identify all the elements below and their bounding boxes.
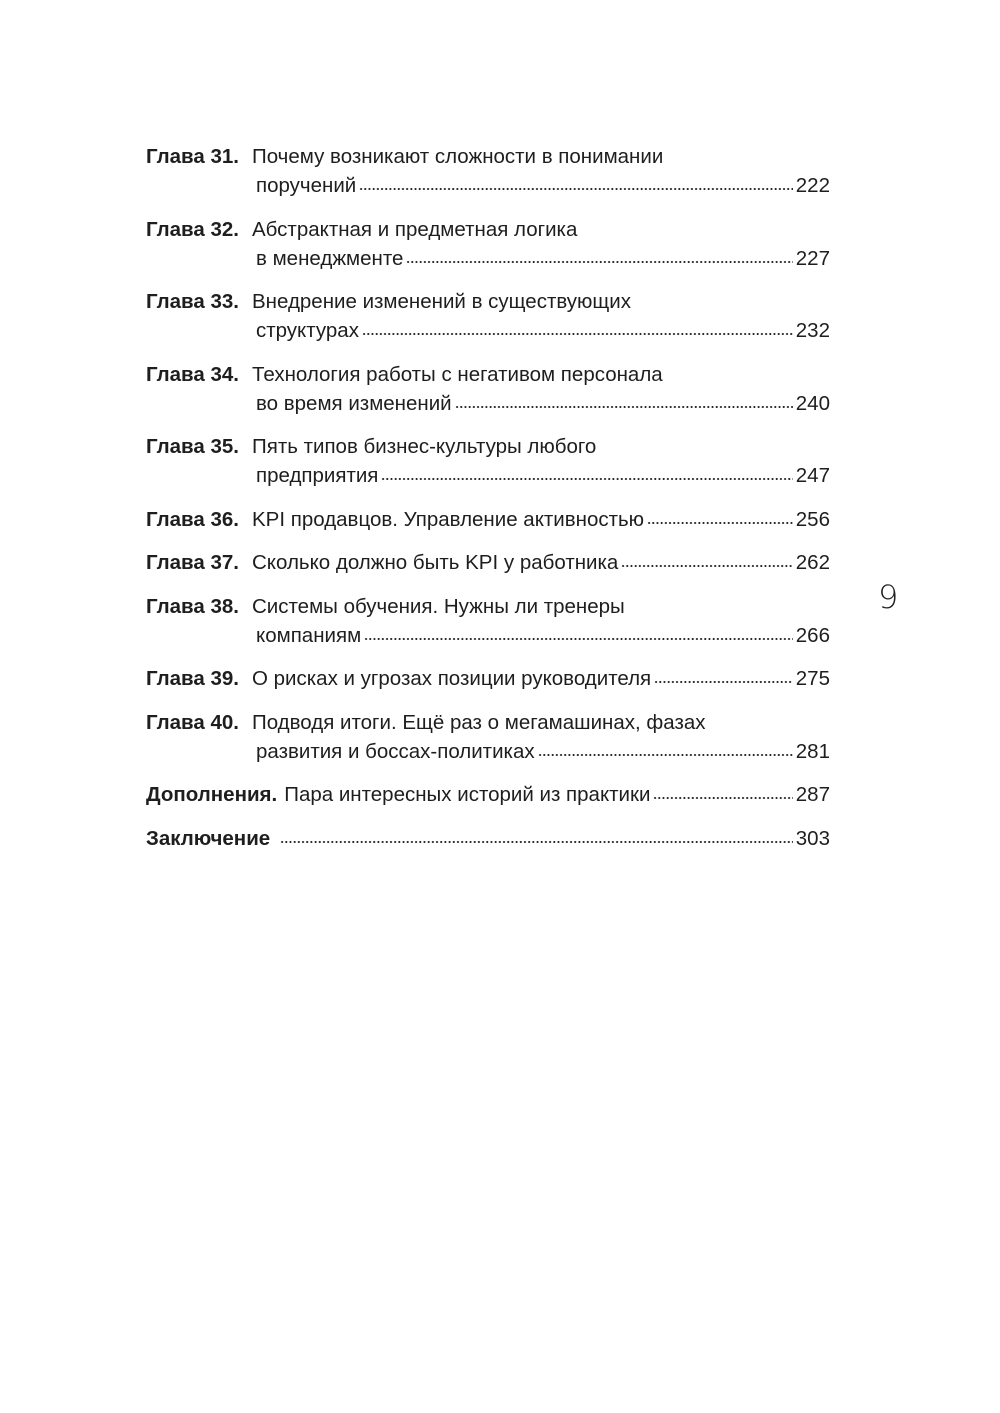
toc-entry[interactable] — [146, 287, 830, 345]
leader-dots — [359, 187, 793, 191]
toc-entry-title: в менеджменте — [256, 246, 404, 270]
leader-dots — [538, 753, 793, 757]
toc-entry-title: KPI продавцов. Управление активностью — [252, 507, 645, 531]
toc-entry-line — [146, 780, 830, 809]
leader-dots — [653, 796, 792, 800]
toc-entry-page: 247 — [795, 464, 830, 487]
leader-dots — [362, 332, 793, 336]
leader-dots — [621, 564, 792, 568]
toc-entry-line — [146, 244, 830, 273]
toc-entry-title: Почему возникают сложности в понимании — [252, 145, 664, 168]
toc-entry-line — [146, 360, 830, 389]
toc-entry[interactable] — [146, 664, 830, 693]
toc-entry-page: 275 — [795, 667, 830, 690]
toc-entry-title: развития и боссах-политиках — [256, 739, 535, 763]
toc-entry-label: Глава 37. — [146, 551, 239, 574]
toc-entry-title: Абстрактная и предметная логика — [252, 217, 578, 241]
toc-entry-title: Пара интересных историй из практики — [284, 783, 651, 806]
toc-entry-label: Заключение — [146, 826, 271, 850]
toc-entry-title: Внедрение изменений в существующих — [252, 290, 631, 313]
leader-dots — [280, 840, 793, 844]
toc-entry-label: Глава 33. — [146, 290, 239, 313]
toc-entry[interactable] — [146, 432, 830, 490]
toc-entry-label: Глава 32. — [146, 217, 239, 241]
toc-entry-line — [146, 592, 830, 621]
toc-entry[interactable] — [146, 780, 830, 809]
toc-entry-line — [146, 316, 830, 345]
leader-dots — [647, 521, 793, 525]
toc-entry-label: Глава 34. — [146, 362, 239, 386]
toc-entry-page: 222 — [795, 174, 830, 197]
toc-entry[interactable] — [146, 548, 830, 577]
table-of-contents — [146, 142, 830, 867]
leader-dots — [364, 637, 793, 641]
toc-entry-title: Сколько должно быть KPI у работника — [252, 551, 619, 574]
toc-entry-page: 287 — [795, 783, 830, 806]
toc-entry[interactable] — [146, 215, 830, 273]
toc-entry[interactable] — [146, 505, 830, 534]
toc-entry-title: О рисках и угрозах позиции руководителя — [252, 667, 652, 690]
toc-entry-title: предприятия — [256, 464, 379, 487]
toc-entry-title: Подводя итоги. Ещё раз о мегамашинах, фазах — [252, 710, 706, 734]
toc-entry-page: 256 — [795, 507, 830, 531]
toc-entry-line — [146, 621, 830, 650]
leader-dots — [654, 680, 793, 684]
leader-dots — [406, 260, 792, 264]
toc-entry-line — [146, 287, 830, 316]
leader-dots — [455, 405, 793, 409]
toc-entry-line — [146, 389, 830, 418]
toc-entry[interactable] — [146, 824, 830, 853]
toc-entry-label: Глава 36. — [146, 507, 239, 531]
toc-entry-page: 281 — [795, 739, 830, 763]
toc-entry-line — [146, 505, 830, 534]
leader-dots — [381, 477, 792, 481]
toc-entry-label: Дополнения. — [146, 783, 278, 806]
toc-entry[interactable] — [146, 708, 830, 766]
toc-entry-page: 303 — [795, 826, 830, 850]
toc-entry-line — [146, 824, 830, 853]
toc-entry-title: во время изменений — [256, 391, 452, 415]
toc-entry-line — [146, 737, 830, 766]
toc-entry-page: 266 — [795, 623, 830, 647]
toc-entry-title: компаниям — [256, 623, 362, 647]
toc-entry-label: Глава 39. — [146, 667, 239, 690]
page-number: 9 — [878, 578, 899, 616]
toc-entry-page: 232 — [795, 319, 830, 342]
toc-entry-label: Глава 31. — [146, 145, 239, 168]
toc-entry-title: Пять типов бизнес-культуры любого — [252, 435, 597, 458]
toc-entry-line — [146, 708, 830, 737]
toc-entry-page: 240 — [795, 391, 830, 415]
toc-entry[interactable] — [146, 142, 830, 200]
toc-entry-title: структурах — [256, 319, 359, 342]
toc-entry-line — [146, 215, 830, 244]
toc-entry-label: Глава 38. — [146, 594, 239, 618]
toc-entry-line — [146, 664, 830, 693]
toc-entry-title: Технология работы с негативом персонала — [252, 362, 663, 386]
toc-entry-line — [146, 432, 830, 461]
toc-entry[interactable] — [146, 360, 830, 418]
toc-entry-page: 262 — [795, 551, 830, 574]
toc-entry-label: Глава 40. — [146, 710, 239, 734]
toc-entry-line — [146, 171, 830, 200]
toc-entry-label: Глава 35. — [146, 435, 239, 458]
toc-entry-title: поручений — [256, 174, 357, 197]
toc-entry-line — [146, 548, 830, 577]
toc-entry[interactable] — [146, 592, 830, 650]
toc-entry-title: Системы обучения. Нужны ли тренеры — [252, 594, 625, 618]
toc-entry-page: 227 — [795, 246, 830, 270]
toc-entry-line — [146, 142, 830, 171]
toc-entry-line — [146, 461, 830, 490]
